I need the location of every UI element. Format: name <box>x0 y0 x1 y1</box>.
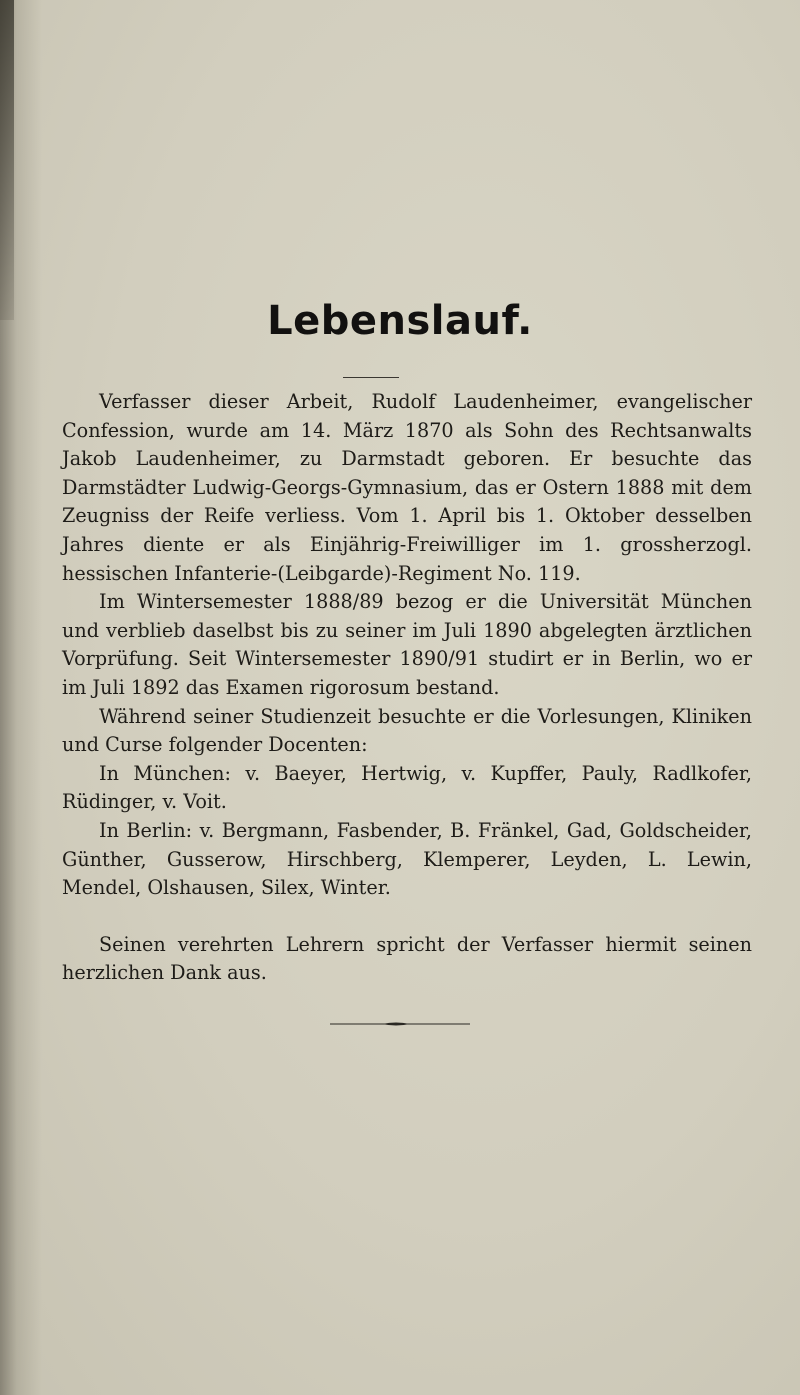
paragraph-thanks: Seinen verehrten Lehrern spricht der Verfasser hiermit seinen herzlichen Dank aus. <box>62 932 752 985</box>
page-title: Lebenslauf. <box>267 298 533 344</box>
paragraph-lecturers-intro: Während seiner Studienzeit besuchte er die Vorlesungen, Kliniken und Curse folgender Docenten: <box>62 704 752 757</box>
paragraph-munich-lecturers: In München: v. Baeyer, Hertwig, v. Kupffer, Pauly, Radlkofer, Rüdinger, v. Voit. <box>62 761 752 814</box>
title-divider <box>343 377 399 378</box>
end-ornament <box>330 1022 470 1026</box>
biography-text <box>62 388 752 988</box>
spine-edge <box>0 0 14 320</box>
paragraph-personal: Verfasser dieser Arbeit, Rudolf Laudenheimer, evangelischer Confession, wurde am 14. März 1870 als Sohn des Rechtsanwalts Jakob Laudenheimer, zu Darmstadt geboren. Er besuchte das Darmstädter Ludwig-Georgs-Gymnasium, das er Ostern 1888 mit dem Zeugniss der Reife verliess. Vom 1. April bis 1. Oktober desselben Jahres diente er als Einjährig-Freiwilliger im 1. grossherzogl. hessischen Infanterie-(Leibgarde)-Regiment No. 119. <box>62 390 752 585</box>
paragraph-berlin-lecturers: In Berlin: v. Bergmann, Fasbender, B. Fränkel, Gad, Goldscheider, Günther, Gusserow, Hirschberg, Klemperer, Leyden, L. Lewin, Mendel, Olshausen, Silex, Winter. <box>62 818 752 900</box>
paragraph-studies: Im Wintersemester 1888/89 bezog er die Universität München und verblieb daselbst bis zu seiner im Juli 1890 abgelegten ärztlichen Vorprüfung. Seit Wintersemester 1890/91 studirt er in Berlin, wo er im Juli 1892 das Examen rigorosum bestand. <box>62 590 752 699</box>
